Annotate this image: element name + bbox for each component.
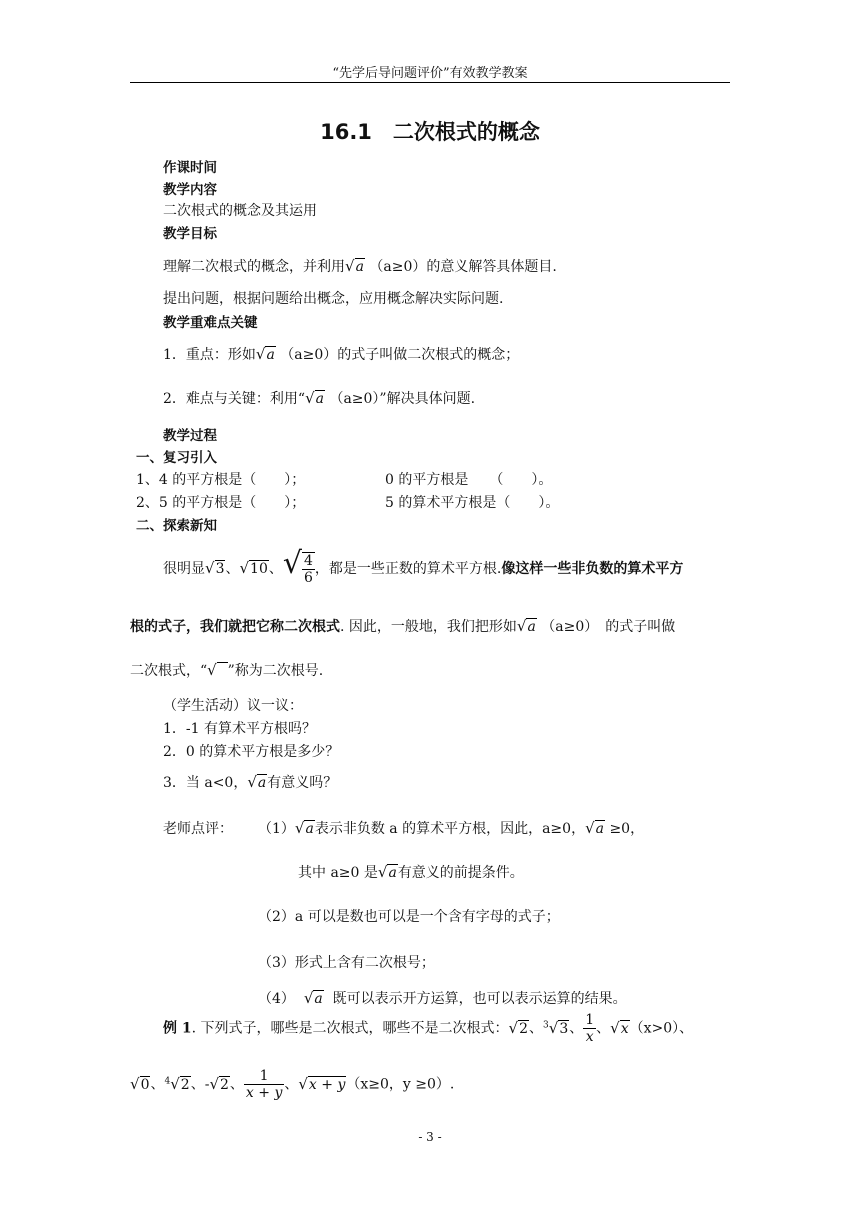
comment-1-cont: 其中 a≥0 是√a有意义的前提条件。 — [298, 863, 524, 881]
comment-2: （2）a 可以是数也可以是一个含有字母的式子； — [258, 909, 560, 925]
review-1a: 1、4 的平方根是（ ）； — [136, 472, 306, 488]
heading-review: 一、复习引入 — [136, 450, 217, 466]
comment-4: （4） √a 既可以表示开方运算，也可以表示运算的结果。 — [258, 989, 627, 1007]
question-1: 1．-1 有算术平方根吗？ — [163, 721, 316, 737]
heading-content: 教学内容 — [163, 182, 217, 198]
heading-key: 教学重难点关键 — [163, 315, 258, 331]
explore-p3: 二次根式，“√ ”称为二次根号. — [130, 661, 324, 679]
comment-1: （1）√a表示非负数 a 的算术平方根，因此，a≥0，√a ≥0， — [258, 819, 645, 837]
question-3: 3．当 a<0，√a有意义吗？ — [163, 773, 338, 791]
explore-p2: 根的式子，我们就把它称二次根式. 因此，一般地，我们把形如√a （a≥0） 的式子叫做 — [130, 617, 676, 635]
heading-time: 作课时间 — [163, 160, 217, 176]
explore-p1: 很明显√3、√10、√ $\frac{4}{6}$ ，都是一些正数的算术平方根.像这样一些非负数的算术平方 — [163, 546, 684, 586]
key-2: 2．难点与关键：利用“√a （a≥0）”解决具体问题. — [163, 389, 476, 407]
question-2: 2．0 的算术平方根是多少？ — [163, 744, 340, 760]
page-number: - 3 - — [418, 1130, 442, 1144]
heading-explore: 二、探索新知 — [136, 518, 217, 534]
goal-1: 理解二次根式的概念，并利用√a （a≥0）的意义解答具体题目. — [163, 257, 557, 275]
comment-label: 老师点评： — [163, 821, 233, 837]
activity: （学生活动）议一议： — [163, 698, 303, 714]
key-1: 1．重点：形如√a （a≥0）的式子叫做二次根式的概念； — [163, 345, 520, 363]
review-2b: 5 的算术平方根是（ ）。 — [385, 495, 560, 511]
content-text: 二次根式的概念及其运用 — [163, 203, 317, 219]
heading-goals: 教学目标 — [163, 226, 217, 242]
heading-process: 教学过程 — [163, 428, 217, 444]
review-1b: 0 的平方根是 （ ）。 — [385, 472, 553, 488]
review-2a: 2、5 的平方根是（ ）； — [136, 495, 306, 511]
example-1-cont: √0、$^4$√2、-√2、 $\frac{1}{x + y}$ 、√x + y（x≥0，y ≥0）. — [130, 1068, 455, 1101]
page-header: “先学后导问题评价”有效教学教案 — [332, 66, 528, 81]
example-1: 例 1. 下列式子，哪些是二次根式，哪些不是二次根式：√2、$^3$√3、 $\frac{1}{x}$ 、√x（x>0）、 — [163, 1012, 694, 1045]
goal-2: 提出问题，根据问题给出概念，应用概念解决实际问题. — [163, 291, 504, 307]
page-title: 16.1 二次根式的概念 — [320, 120, 540, 144]
comment-3: （3）形式上含有二次根号； — [258, 955, 435, 971]
header-rule — [130, 82, 730, 83]
